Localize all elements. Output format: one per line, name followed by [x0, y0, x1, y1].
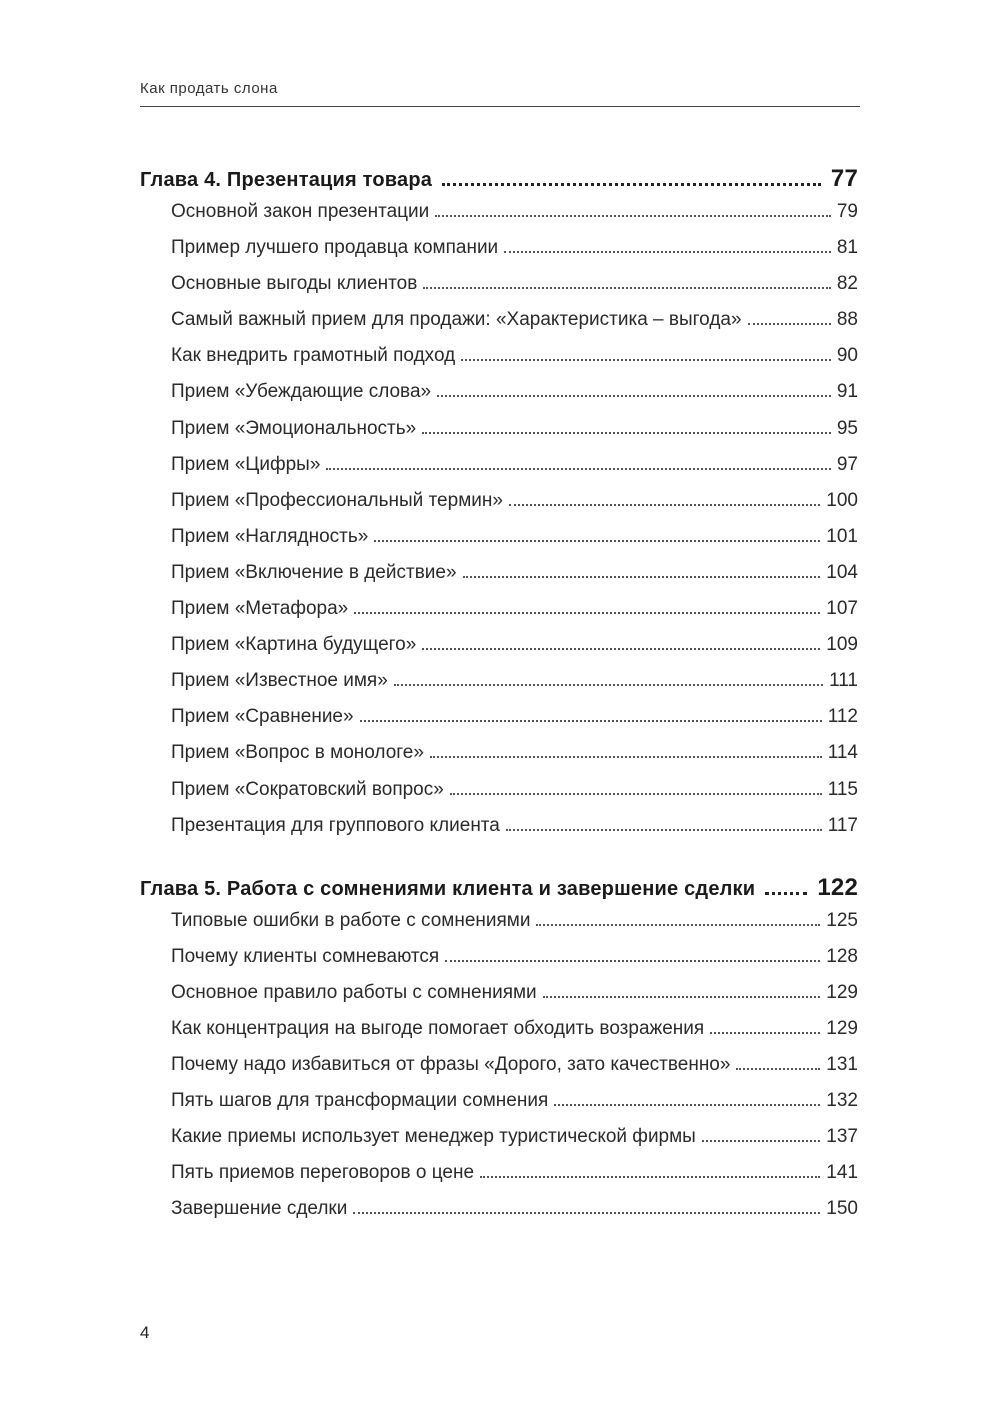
toc-section-entry[interactable] — [140, 562, 858, 598]
toc-section-entry[interactable] — [140, 309, 858, 345]
dot-leader — [442, 183, 821, 186]
dot-leader — [422, 648, 820, 650]
section-page-number: 81 — [836, 237, 858, 259]
section-page-number: 129 — [826, 1017, 858, 1039]
toc-section-entry[interactable] — [140, 598, 858, 634]
section-page-number: 104 — [826, 561, 858, 583]
toc-section-entry[interactable] — [140, 815, 858, 851]
dot-leader — [437, 395, 831, 397]
toc-section-entry[interactable] — [140, 946, 858, 982]
toc-section-entry[interactable] — [140, 1054, 858, 1090]
section-page-number: 150 — [826, 1198, 858, 1220]
section-page-number: 109 — [826, 634, 858, 656]
chapter-title: Глава 4. Презентация товара — [140, 169, 433, 191]
toc-section-entry[interactable] — [140, 345, 858, 381]
dot-leader — [463, 576, 821, 578]
dot-leader — [374, 540, 820, 542]
toc-section-entry[interactable] — [140, 273, 858, 309]
section-page-number: 117 — [827, 814, 858, 836]
dot-leader — [736, 1068, 820, 1070]
dot-leader — [504, 251, 831, 253]
section-page-number: 100 — [826, 489, 858, 511]
dot-leader — [354, 612, 820, 614]
chapter-title: Глава 5. Работа с сомнениями клиента и завершение сделки — [140, 877, 756, 900]
dot-leader — [765, 892, 807, 895]
dot-leader — [422, 432, 831, 434]
section-page-number: 131 — [826, 1054, 858, 1076]
dot-leader — [702, 1140, 820, 1142]
section-title: Прием «Включение в действие» — [171, 561, 457, 583]
section-page-number: 90 — [836, 345, 858, 367]
section-title: Прием «Известное имя» — [171, 670, 388, 692]
toc-section-entry[interactable] — [140, 1126, 858, 1162]
toc-section-entry[interactable] — [140, 706, 858, 742]
section-title: Как внедрить грамотный подход — [171, 345, 456, 367]
toc-section-entry[interactable] — [140, 490, 858, 526]
section-title: Как концентрация на выгоде помогает обходить возражения — [171, 1017, 705, 1039]
section-page-number: 114 — [827, 742, 858, 764]
section-title: Прием «Вопрос в монологе» — [171, 742, 424, 764]
section-title: Прием «Метафора» — [171, 598, 349, 620]
section-page-number: 111 — [829, 670, 858, 692]
toc-section-entry[interactable] — [140, 381, 858, 417]
section-page-number: 91 — [836, 381, 858, 403]
section-page-number: 88 — [836, 309, 858, 331]
toc-section-entry[interactable] — [140, 634, 858, 670]
dot-leader — [423, 287, 831, 289]
toc-section-entry[interactable] — [140, 201, 858, 237]
section-page-number: 115 — [827, 778, 858, 800]
dot-leader — [461, 359, 831, 361]
section-title: Прием «Картина будущего» — [171, 634, 417, 656]
dot-leader — [480, 1176, 820, 1178]
section-page-number: 132 — [826, 1090, 858, 1112]
section-title: Почему надо избавиться от фразы «Дорого, зато качественно» — [171, 1054, 731, 1076]
section-page-number: 129 — [826, 981, 858, 1003]
table-of-contents — [140, 165, 858, 1235]
dot-leader — [543, 996, 821, 998]
dot-leader — [353, 1212, 820, 1214]
dot-leader — [506, 829, 822, 831]
chapter-page-number: 77 — [830, 165, 858, 192]
toc-section-entry[interactable] — [140, 982, 858, 1018]
toc-section-entry[interactable] — [140, 1090, 858, 1126]
dot-leader — [360, 720, 822, 722]
toc-section-entry[interactable] — [140, 670, 858, 706]
section-title: Типовые ошибки в работе с сомнениями — [171, 909, 531, 931]
dot-leader — [536, 924, 820, 926]
toc-section-entry[interactable] — [140, 1018, 858, 1054]
section-title: Прием «Сравнение» — [171, 706, 354, 728]
section-page-number: 141 — [826, 1162, 858, 1184]
section-page-number: 125 — [826, 909, 858, 931]
section-page-number: 79 — [836, 201, 858, 222]
section-title: Основное правило работы с сомнениями — [171, 981, 537, 1003]
chapter-page-number: 122 — [817, 873, 858, 901]
toc-chapter — [140, 874, 858, 1235]
dot-leader — [326, 468, 830, 470]
section-page-number: 82 — [836, 273, 858, 295]
toc-section-entry[interactable] — [140, 526, 858, 562]
section-page-number: 107 — [826, 598, 858, 620]
section-title: Почему клиенты сомневаются — [171, 945, 440, 967]
dot-leader — [509, 504, 820, 506]
toc-chapter-entry[interactable] — [140, 874, 858, 910]
toc-section-entry[interactable] — [140, 779, 858, 815]
page-number: 4 — [140, 1323, 150, 1342]
section-title: Прием «Эмоциональность» — [171, 417, 417, 439]
section-title: Презентация для группового клиента — [171, 814, 500, 836]
section-title: Завершение сделки — [171, 1198, 348, 1220]
dot-leader — [445, 960, 820, 962]
dot-leader — [710, 1032, 820, 1034]
dot-leader — [430, 756, 822, 758]
running-head: Как продать слона — [140, 80, 278, 97]
dot-leader — [450, 793, 822, 795]
section-title: Пять шагов для трансформации сомнения — [171, 1090, 549, 1112]
dot-leader — [748, 323, 831, 325]
section-title: Самый важный прием для продажи: «Характеристика – выгода» — [171, 309, 742, 331]
toc-section-entry[interactable] — [140, 454, 858, 490]
section-page-number: 137 — [826, 1126, 858, 1148]
section-title: Основной закон презентации — [171, 201, 430, 222]
section-title: Прием «Цифры» — [171, 453, 321, 475]
header-rule — [140, 106, 860, 107]
dot-leader — [394, 684, 823, 686]
section-page-number: 112 — [827, 706, 858, 728]
section-title: Пять приемов переговоров о цене — [171, 1162, 475, 1184]
toc-section-entry[interactable] — [140, 1162, 858, 1198]
section-title: Прием «Профессиональный термин» — [171, 489, 503, 511]
toc-section-entry[interactable] — [140, 237, 858, 273]
section-page-number: 95 — [836, 417, 858, 439]
toc-section-entry[interactable] — [140, 418, 858, 454]
section-title: Какие приемы использует менеджер туристической фирмы — [171, 1126, 696, 1148]
toc-section-entry[interactable] — [140, 910, 858, 946]
toc-section-entry[interactable] — [140, 742, 858, 778]
toc-section-entry[interactable] — [140, 1198, 858, 1234]
toc-chapter-entry[interactable] — [140, 165, 858, 201]
section-page-number: 101 — [826, 525, 858, 547]
section-page-number: 128 — [826, 945, 858, 967]
dot-leader — [554, 1104, 820, 1106]
section-title: Пример лучшего продавца компании — [171, 237, 499, 259]
toc-chapter — [140, 165, 858, 851]
section-title: Прием «Сократовский вопрос» — [171, 778, 444, 800]
section-title: Прием «Наглядность» — [171, 525, 369, 547]
section-title: Основные выгоды клиентов — [171, 273, 418, 295]
section-title: Прием «Убеждающие слова» — [171, 381, 432, 403]
dot-leader — [435, 215, 831, 217]
section-page-number: 97 — [836, 453, 858, 475]
